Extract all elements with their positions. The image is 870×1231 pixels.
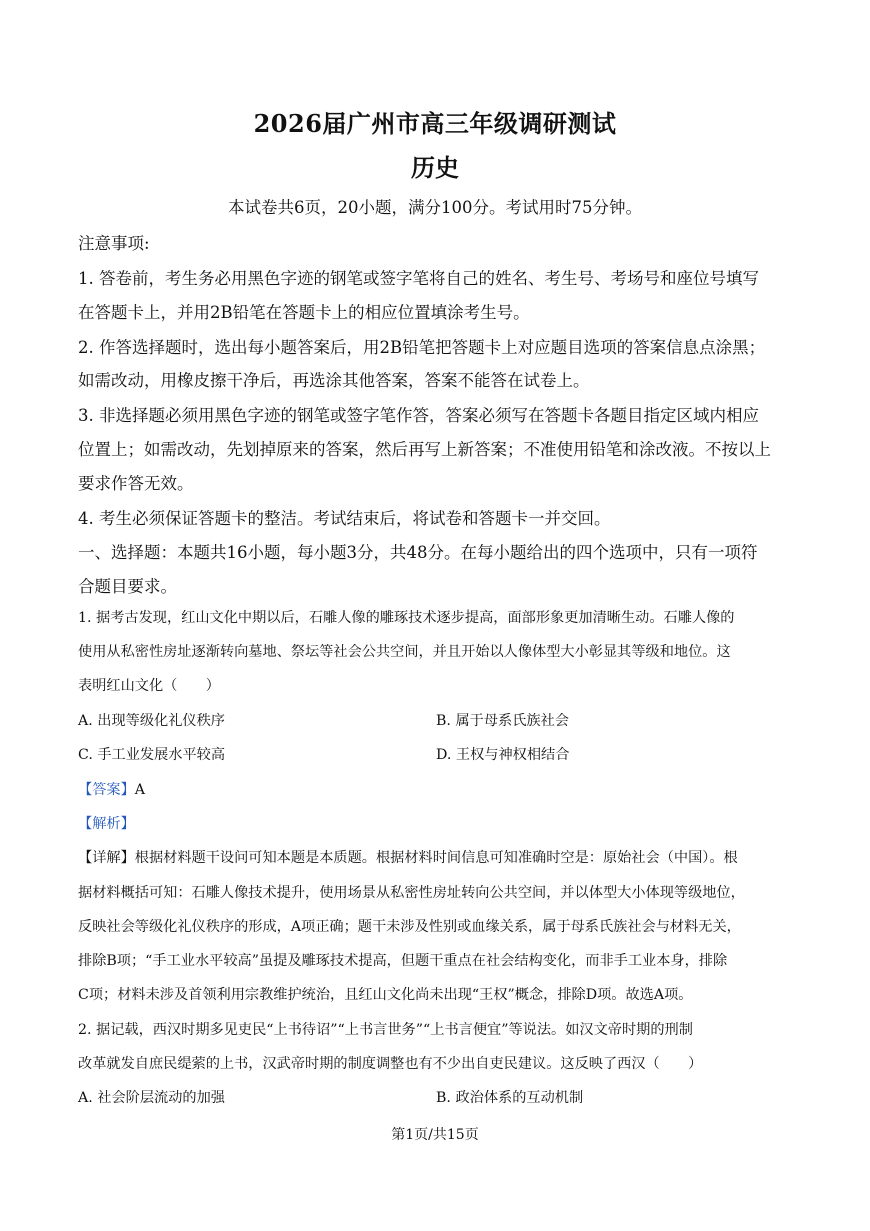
option-b: B. 属于母系氏族社会 bbox=[436, 713, 569, 729]
notice-heading: 注意事项: bbox=[78, 234, 150, 253]
detail-line: 反映社会等级化礼仪秩序的形成，A项正确；题干未涉及性别或血缘关系，属于母系氏族社会与材料无关， bbox=[78, 919, 741, 935]
answer-line bbox=[78, 779, 794, 799]
page-footer: 第1页/共15页 bbox=[391, 1127, 479, 1143]
detail-line: C项；材料未涉及首领利用宗教维护统治，且红山文化尚未出现“王权”概念，排除D项。故选A项。 bbox=[78, 987, 693, 1003]
detail-line: 排除B项；“手工业水平较高”虽提及雕琢技术提高，但题干重点在社会结构变化，而非手工业本身，排除 bbox=[78, 953, 728, 969]
notice-line: 要求作答无效。 bbox=[78, 474, 194, 493]
exam-title: 2026届广州市高三年级调研测试 bbox=[253, 109, 617, 138]
detail-text: 根据材料题干设问可知本题是本质题。根据材料时间信息可知准确时空是：原始社会（中国）。根 bbox=[134, 850, 738, 866]
question-stem: 表明红山文化（ ） bbox=[78, 678, 220, 694]
notice-line: 3. 非选择题必须用黑色字迹的钢笔或签字笔作答，答案必须写在答题卡各题目指定区域内相应 bbox=[78, 406, 759, 425]
analysis-label: 【解析】 bbox=[78, 816, 135, 832]
question-stem: 使用从私密性房址逐渐转向墓地、祭坛等社会公共空间，并且开始以人像体型大小彰显其等级和地位。这 bbox=[78, 644, 731, 660]
notice-line: 在答题卡上，并用2B铅笔在答题卡上的相应位置填涂考生号。 bbox=[78, 303, 530, 322]
notice-line: 如需改动，用橡皮擦干净后，再选涂其他答案，答案不能答在试卷上。 bbox=[78, 371, 590, 390]
answer-label: 【答案】 bbox=[78, 782, 135, 798]
option-c: C. 手工业发展水平较高 bbox=[78, 747, 226, 763]
notice-line: 2. 作答选择题时，选出每小题答案后，用2B铅笔把答题卡上对应题目选项的答案信息点涂黑； bbox=[78, 338, 766, 357]
question-stem: 改革就发自庶民缇萦的上书，汉武帝时期的制度调整也有不少出自吏民建议。这反映了西汉（ ） bbox=[78, 1056, 703, 1072]
option-a: A. 出现等级化礼仪秩序 bbox=[78, 713, 225, 729]
option-d: D. 王权与神权相结合 bbox=[436, 747, 570, 763]
option-b: B. 政治体系的互动机制 bbox=[436, 1090, 584, 1106]
notice-line: 1. 答卷前，考生务必用黑色字迹的钢笔或签字笔将自己的姓名、考生号、考场号和座位号填写 bbox=[78, 269, 759, 288]
question-stem: 1. 据考古发现，红山文化中期以后，石雕人像的雕琢技术逐步提高，面部形象更加清晰生动。石雕人像的 bbox=[78, 610, 735, 626]
exam-meta: 本试卷共6页，20小题，满分100分。考试用时75分钟。 bbox=[228, 198, 642, 217]
notice-line: 4. 考生必须保证答题卡的整洁。考试结束后，将试卷和答题卡一并交回。 bbox=[78, 509, 611, 528]
detail-line bbox=[78, 847, 794, 867]
section-heading: 合题目要求。 bbox=[78, 577, 177, 596]
detail-label: 【详解】 bbox=[78, 850, 135, 866]
answer-value: A bbox=[134, 782, 146, 798]
subject-title: 历史 bbox=[411, 153, 459, 182]
detail-line: 据材料概括可知：石雕人像技术提升，使用场景从私密性房址转向公共空间，并以体型大小体现等级地位， bbox=[78, 885, 745, 901]
question-stem: 2. 据记载，西汉时期多见吏民“上书待诏”“上书言世务”“上书言便宜”等说法。如汉文帝时期的刑制 bbox=[78, 1022, 693, 1038]
section-heading: 一、选择题：本题共16小题，每小题3分，共48分。在每小题给出的四个选项中，只有一项符 bbox=[78, 543, 758, 562]
notice-line: 位置上；如需改动，先划掉原来的答案，然后再写上新答案；不准使用铅笔和涂改液。不按以上 bbox=[78, 440, 771, 459]
option-a: A. 社会阶层流动的加强 bbox=[78, 1090, 225, 1106]
